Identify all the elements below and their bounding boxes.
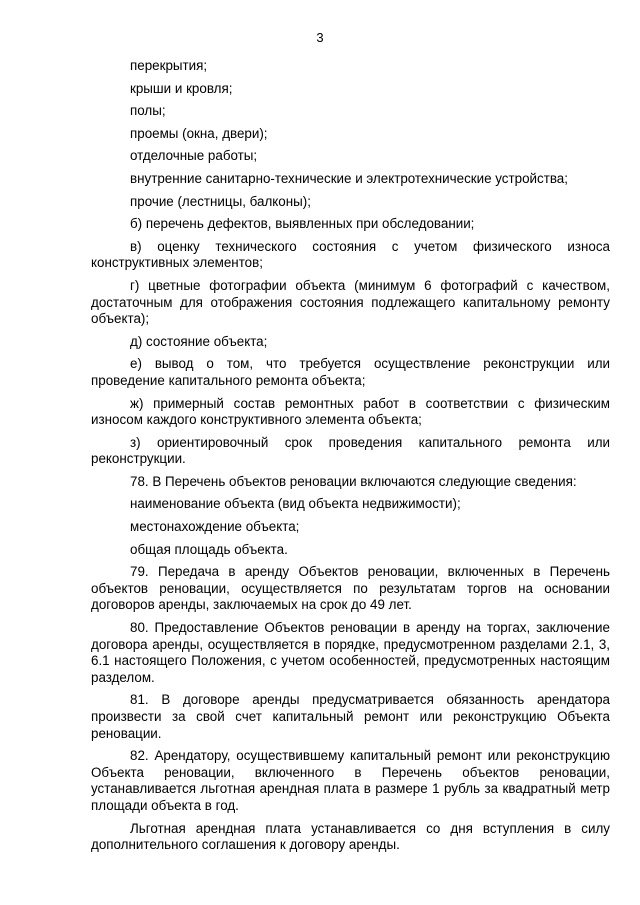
list-item-other: прочие (лестницы, балконы); <box>130 193 311 209</box>
list-item-floors-ceilings: перекрытия; <box>130 58 208 73</box>
clause-zh-repair-scope: ж) примерный состав ремонтных работ в соответствии с физическим износом каждого конструктивного элемента объекта; <box>91 395 610 428</box>
list-item-roofs: крыши и кровля; <box>130 80 233 96</box>
clause-e-conclusion: е) вывод о том, что требуется осуществление реконструкции или проведение капитального ремонта объекта; <box>91 356 610 388</box>
document-body <box>91 58 610 860</box>
list-item-object-area: общая площадь объекта. <box>130 541 288 557</box>
list-item-object-location: местонахождение объекта; <box>130 519 300 535</box>
list-item-openings: проемы (окна, двери); <box>130 125 268 141</box>
list-item-object-name: наименование объекта (вид объекта недвижимости); <box>130 496 461 512</box>
section-80: 80. Предоставление Объектов реновации в аренду на торгах, заключение договора аренды, осуществляется в порядке, предусмотренном разделами 2.1, 3, 6.1 настоящего Положения, с учетом особенностей, предусмотренных настоящим разделом. <box>91 620 610 685</box>
list-item-finishing: отделочные работы; <box>130 148 258 164</box>
clause-g-photos: г) цветные фотографии объекта (минимум 6 фотографий с качеством, достаточным для отображения состояния подлежащего капитальному ремонту объекта); <box>91 277 610 327</box>
clause-b-defects: б) перечень дефектов, выявленных при обследовании; <box>130 216 475 232</box>
section-82: 82. Арендатору, осуществившему капитальный ремонт или реконструкцию Объекта реновации, включенного в Перечень объектов реновации, устанавливается льготная арендная плата в размере 1 рубль за квадратный метр площади объекта в год. <box>91 748 610 813</box>
list-item-floors: полы; <box>130 103 166 119</box>
section-79: 79. Передача в аренду Объектов реновации, включенных в Перечень объектов реновации, осуществляется по результатам торгов на основании договоров аренды, заключаемых на срок до 49 лет. <box>91 564 610 613</box>
section-81: 81. В договоре аренды предусматривается обязанность арендатора произвести за свой счет капитальный ремонт или реконструкцию Объекта реновации. <box>91 692 610 741</box>
clause-v-condition-assessment: в) оценку технического состояния с учетом физического износа конструктивных элементов; <box>91 238 610 271</box>
page-number: 3 <box>316 30 324 45</box>
clause-d-object-state: д) состояние объекта; <box>130 333 268 349</box>
section-78-heading: 78. В Перечень объектов реновации включаются следующие сведения: <box>130 473 577 489</box>
preferential-rent-paragraph: Льготная арендная плата устанавливается со дня вступления в силу дополнительного соглашения к договору аренды. <box>91 820 610 853</box>
list-item-engineering-devices: внутренние санитарно-технические и электротехнические устройства; <box>130 170 568 186</box>
clause-z-timeframe: з) ориентировочный срок проведения капитального ремонта или реконструкции. <box>91 434 610 467</box>
